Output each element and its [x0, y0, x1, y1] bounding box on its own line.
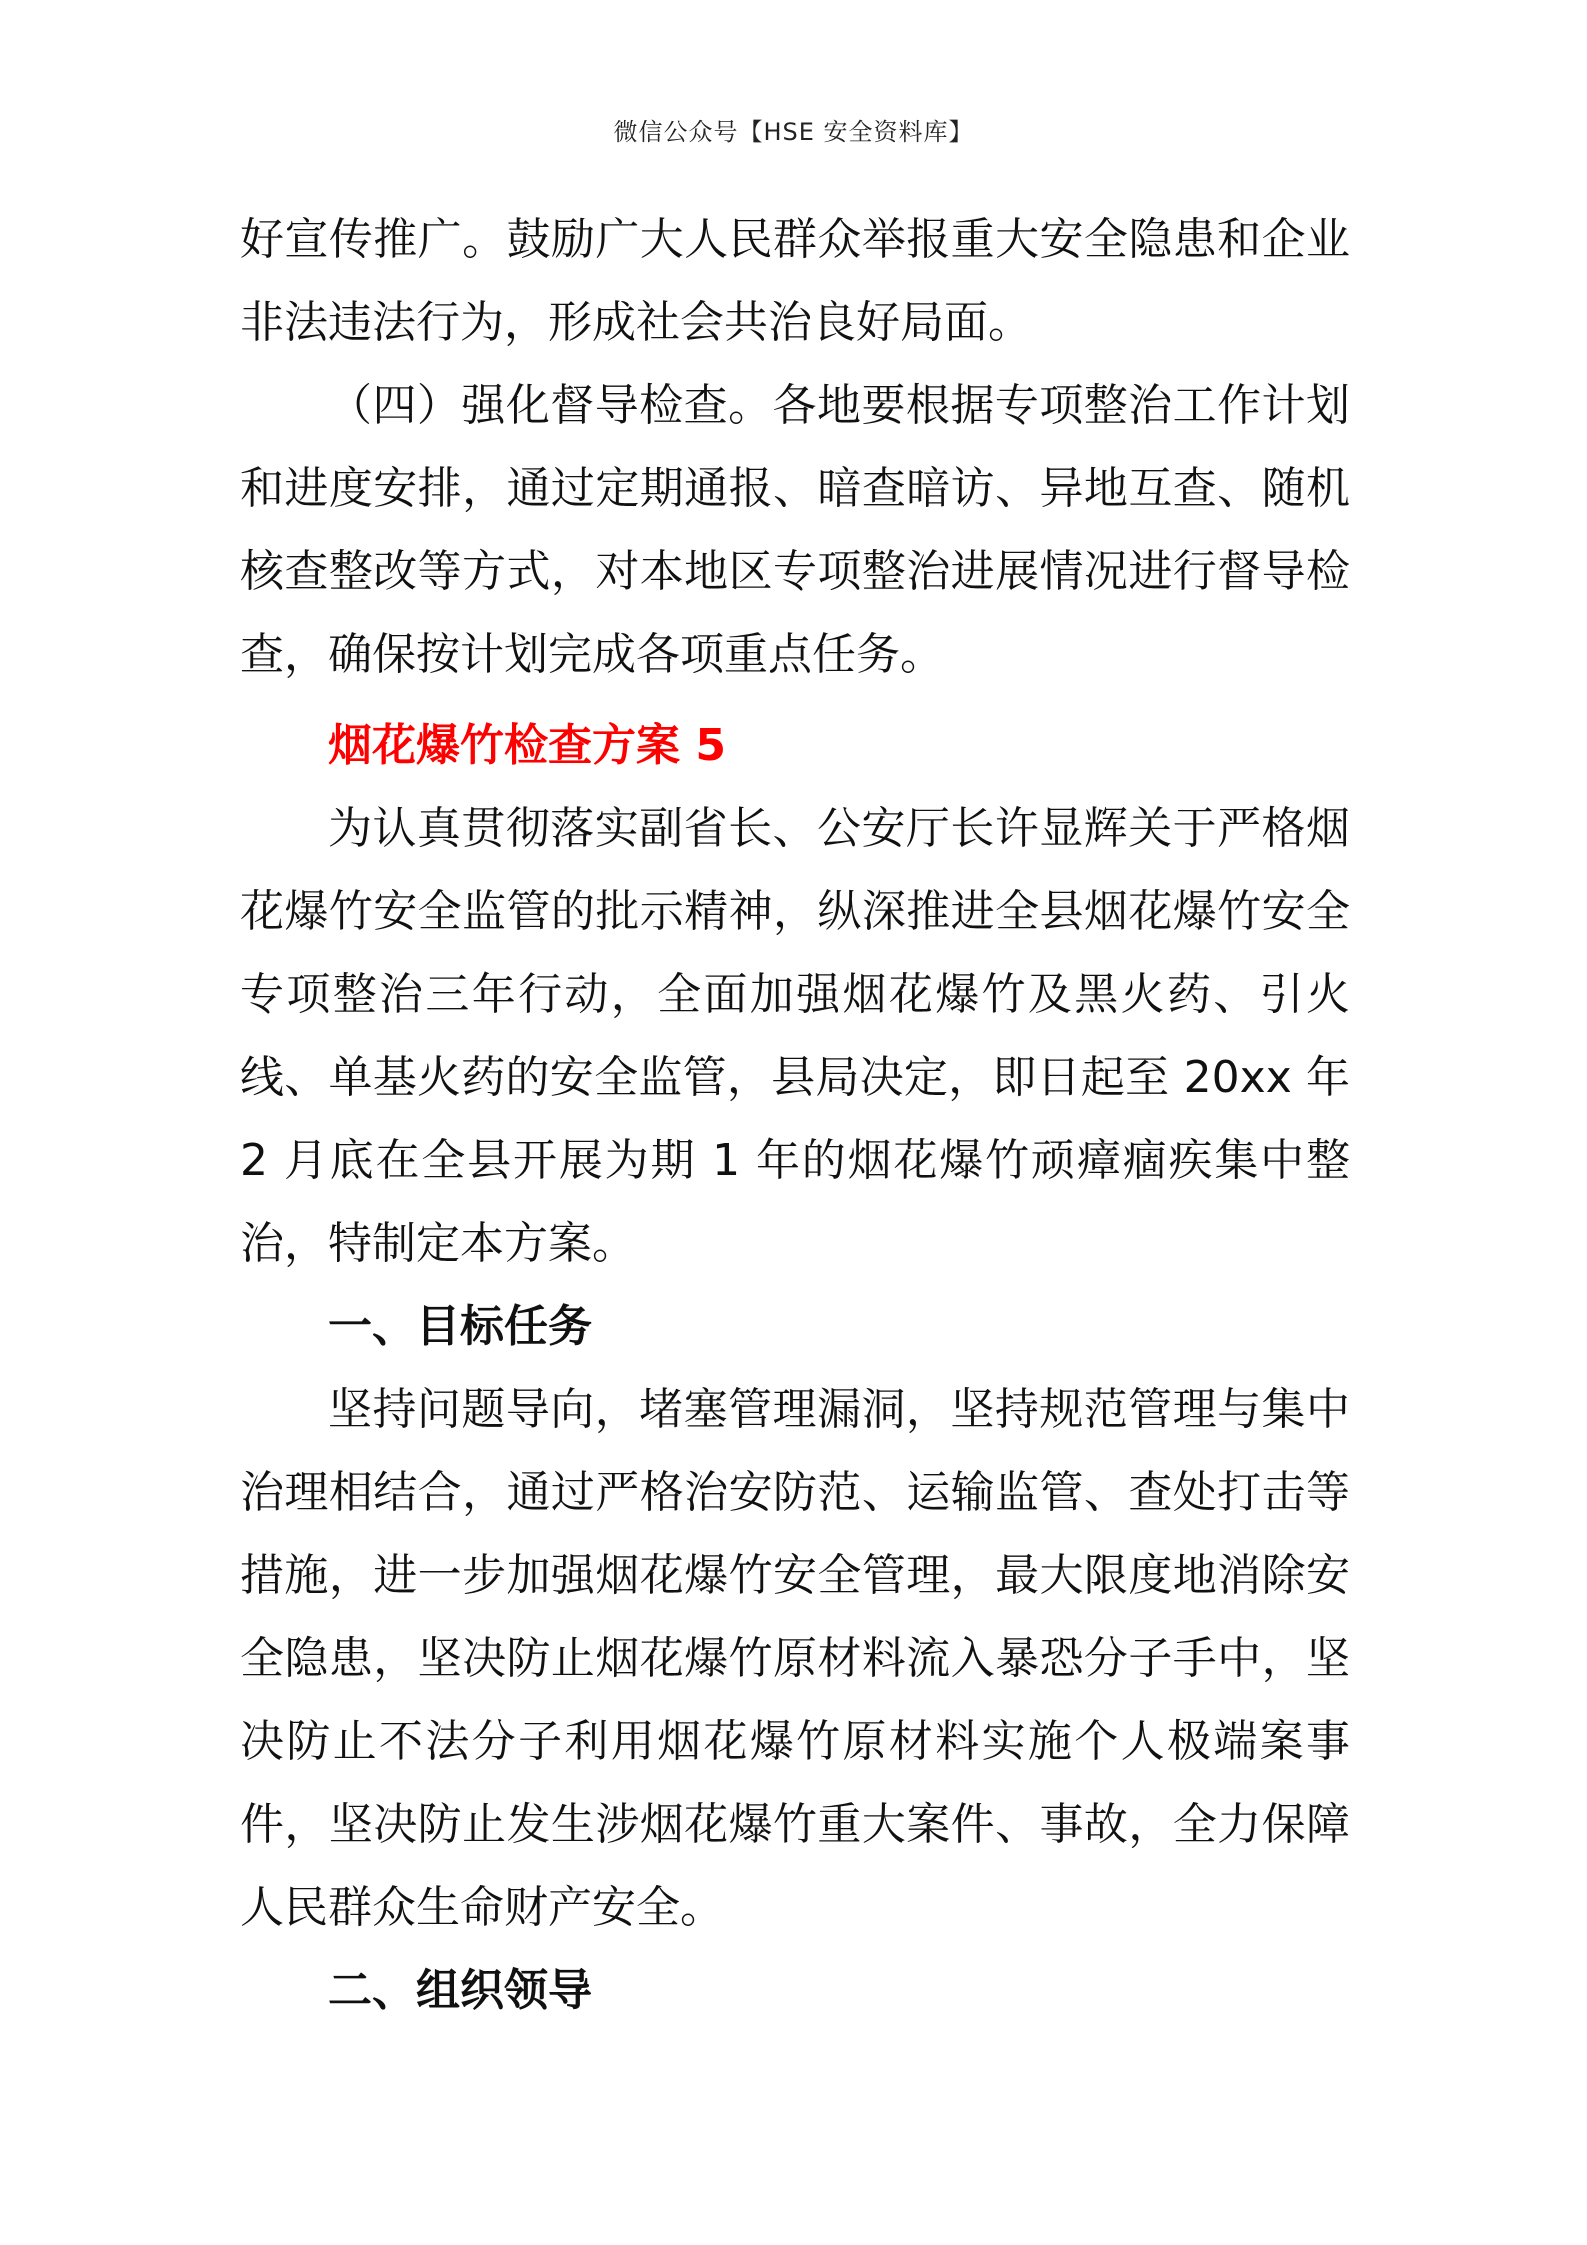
paragraph-supervision: （四）强化督导检查。各地要根据专项整治工作计划和进度安排，通过定期通报、暗查暗访、异地互查、随机核查整改等方式，对本地区专项整治进展情况进行督导检查，确保按计划完成各项重点任务。: [240, 380, 1350, 680]
heading-objectives: 一、目标任务: [328, 1301, 592, 1352]
heading-organization: 二、组织领导: [328, 1965, 592, 2016]
paragraph-intro: 为认真贯彻落实副省长、公安厅长许显辉关于严格烟花爆竹安全监管的批示精神，纵深推进全县烟花爆竹安全专项整治三年行动，全面加强烟花爆竹及黑火药、引火线、单基火药的安全监管，县局决定，即日起至 20xx 年 2 月底在全县开展为期 1 年的烟花爆竹顽瘴痼疾集中整治，特制定本方案。: [240, 803, 1350, 1269]
section-title: 烟花爆竹检查方案 5: [328, 720, 726, 771]
document-body: [240, 198, 1350, 2032]
paragraph-continuation: 好宣传推广。鼓励广大人民群众举报重大安全隐患和企业非法违法行为，形成社会共治良好局面。: [240, 214, 1350, 348]
paragraph-objectives: 坚持问题导向，堵塞管理漏洞，坚持规范管理与集中治理相结合，通过严格治安防范、运输监管、查处打击等措施，进一步加强烟花爆竹安全管理，最大限度地消除安全隐患，坚决防止烟花爆竹原材料流入暴恐分子手中，坚决防止不法分子利用烟花爆竹原材料实施个人极端案事件，坚决防止发生涉烟花爆竹重大案件、事故，全力保障人民群众生命财产安全。: [240, 1384, 1350, 1933]
page-header: 微信公众号【HSE 安全资料库】: [613, 118, 974, 146]
